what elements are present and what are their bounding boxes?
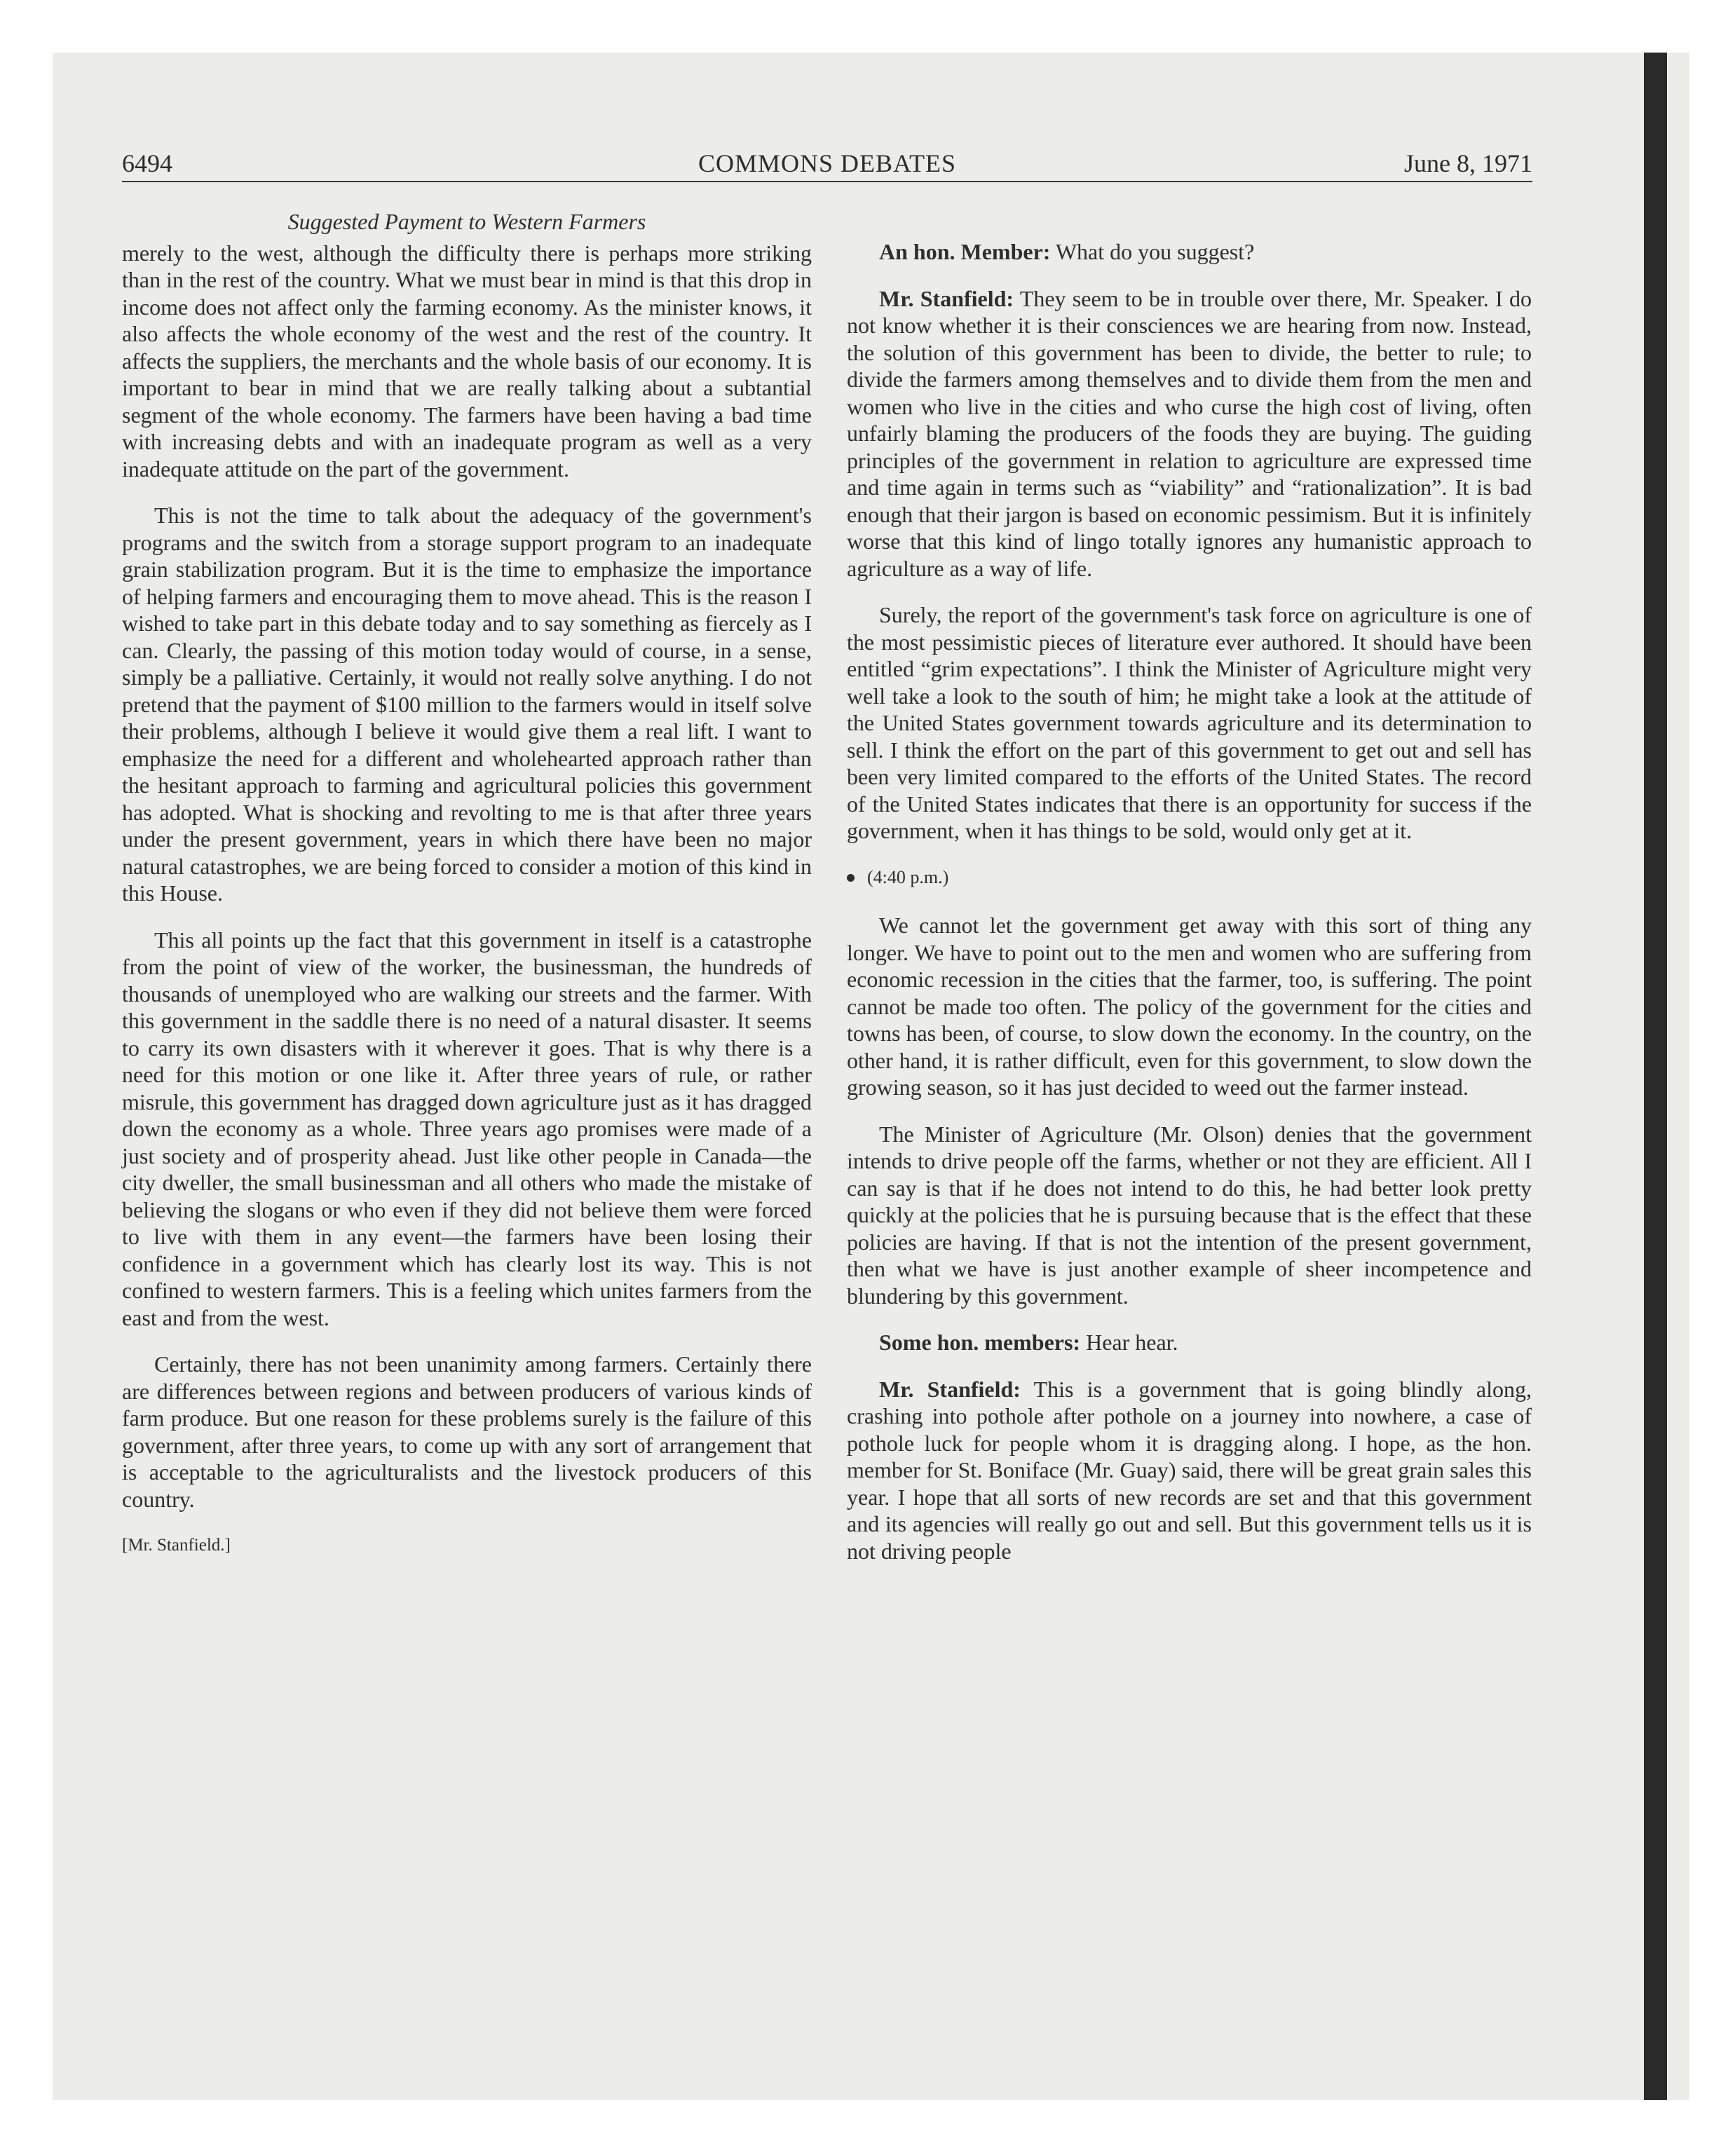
bullet-icon <box>847 874 855 882</box>
publication-date: June 8, 1971 <box>1404 149 1532 177</box>
speech-text: Hear hear. <box>1080 1330 1178 1355</box>
speaker-name: Mr. Stanfield: <box>879 285 1014 311</box>
paragraph-task-force: Surely, the report of the government's task force on agriculture is one of the most pessimistic pieces of literature ever authored. It should have been entitled “grim expectations”. I think the Minister of Agriculture might very well take a look to the south of him; he might take a look at the attitude of the United States government towards agriculture and its determination to sell. I think the effort on the part of this government to get out and sell has been very limited compared to the efforts of the United States. The record of the United States indicates that there is an opportunity for success if the government, when it has things to be sold, would only get at it. <box>847 602 1532 843</box>
speech-text: This is a government that is going blindly along, crashing into pothole after pothole on a journey into nowhere, a case of pothole luck for people whom it is dragging along. I hope, as the hon. member for St. Boniface (Mr. Guay) said, there will be great grain sales this year. I hope that all sorts of new records are set and that this government and its agencies will really go out and sell. But this government tells us it is not driving people <box>847 1376 1532 1564</box>
speaker-name: Some hon. members: <box>879 1330 1081 1355</box>
paragraph-cannot-let: We cannot let the government get away with this sort of thing any longer. We have to point out to the men and women who are suffering from economic recession in the cities that the farmer, too, is suffering. The point cannot be made too often. The policy of the government for the cities and towns has been, of course, to slow down the economy. In the country, on the other hand, it is rather difficult, even for this government, to slow down the growing season, so it has just decided to weed out the farmer instead. <box>847 913 1532 1100</box>
section-title: Suggested Payment to Western Farmers <box>287 209 646 234</box>
speaker-footnote: [Mr. Stanfield.] <box>122 1536 231 1555</box>
paragraph-catastrophe: This all points up the fact that this government in itself is a catastrophe from the point of view of the worker, the businessman, the hundreds of thousands of unemployed who are walking our streets and the farmer. With this government in the saddle there is no need of a natural disaster. It seems to carry its own disasters with it wherever it goes. That is why there is a need for this motion or one like it. After three years of rule, or rather misrule, this government has dragged down agriculture just as it has dragged down the economy as a whole. Three years ago promises were made of a just society and of prosperity ahead. Just like other people in Canada—the city dweller, the small businessman and all others who made the mistake of believing the slogans or who even if they did not believe them were forced to live with them in any event—the farmers have been losing their confidence in a government which has clearly lost its way. This is not confined to western farmers. This is a feeling which unites farmers from the east and from the west. <box>122 927 812 1330</box>
speech-text: They seem to be in trouble over there, Mr. Speaker. I do not know whether it is their consciences we are hearing from now. Instead, the solution of this government has been to divide, the better to rule; to divide the farmers among themselves and to divide them from the men and women who live in the cities and who curse the high cost of living, often unfairly blaming the producers of the foods they are buying. The guiding principles of the government in relation to agriculture are expressed time and time again in terms such as “viability” and “rationalization”. It is bad enough that their jargon is based on economic pessimism. But it is infinitely worse that this kind of lingo totally ignores any humanistic approach to agriculture as a way of life. <box>847 285 1532 581</box>
interjection-member <box>847 238 1532 266</box>
right-column <box>847 238 1532 1584</box>
paragraph-unanimity: Certainly, there has not been unanimity among farmers. Certainly there are differences between regions and between producers of various kinds of farm produce. But one reason for these problems surely is the failure of this government, after three years, to come up with any sort of arrangement that is acceptable to the agriculturalists and the livestock producers of this country. <box>122 1351 812 1512</box>
speech-text: What do you suggest? <box>1050 239 1255 264</box>
left-column <box>122 208 812 1560</box>
speaker-name: An hon. Member: <box>879 239 1051 264</box>
paragraph-adequacy: This is not the time to talk about the adequacy of the government's programs and the switch from a storage support program to an inadequate grain stabilization program. But it is the time to emphasize the importance of helping farmers and encouraging them to move ahead. This is the reason I wished to take part in this debate today and to say something as fiercely as I can. Clearly, the passing of this motion today would of course, in a sense, simply be a palliative. Certainly, it would not really solve anything. I do not pretend that the payment of $100 million to the farmers would in itself solve their problems, although I believe it would give them a real lift. I want to emphasize the need for a different and wholehearted approach rather than the hesitant approach to farming and agricultural policies this government has adopted. What is shocking and revolting to me is that after three years under the present government, years in which there have been no major natural catastrophes, we are being forced to consider a motion of this kind in this House. <box>122 503 812 906</box>
speech-stanfield-1 <box>847 285 1532 582</box>
speaker-name: Mr. Stanfield: <box>879 1376 1021 1402</box>
page-header <box>122 149 1532 185</box>
header-rule <box>122 181 1532 182</box>
time-stamp <box>847 864 1532 892</box>
speech-stanfield-2 <box>847 1376 1532 1565</box>
paragraph-minister: The Minister of Agriculture (Mr. Olson) denies that the government intends to drive people off the farms, whether or not they are efficient. All I can say is that if he does not intend to do this, he had better look pretty quickly at the policies that he is pursuing because that is the effect that these policies are having. If that is not the intention of the present government, then what we have is just another example of sheer incompetence and blundering by this government. <box>847 1121 1532 1309</box>
page-number: 6494 <box>122 149 172 177</box>
publication-title: COMMONS DEBATES <box>698 149 957 177</box>
interjection-members <box>847 1329 1532 1356</box>
paragraph-continued: merely to the west, although the difficulty there is perhaps more striking than in the rest of the country. What we must bear in mind is that this drop in income does not affect only the farming economy. As the minister knows, it also affects the whole economy of the west and the rest of the country. It affects the suppliers, the merchants and the whole basis of our economy. It is important to bear in mind that we are really talking about a subtantial segment of the whole economy. The farmers have been having a bad time with increasing debts and with an inadequate program as well as a very inadequate attitude on the part of the government. <box>122 240 812 482</box>
time-text: (4:40 p.m.) <box>867 866 949 887</box>
scan-edge-bar <box>1644 53 1667 2100</box>
